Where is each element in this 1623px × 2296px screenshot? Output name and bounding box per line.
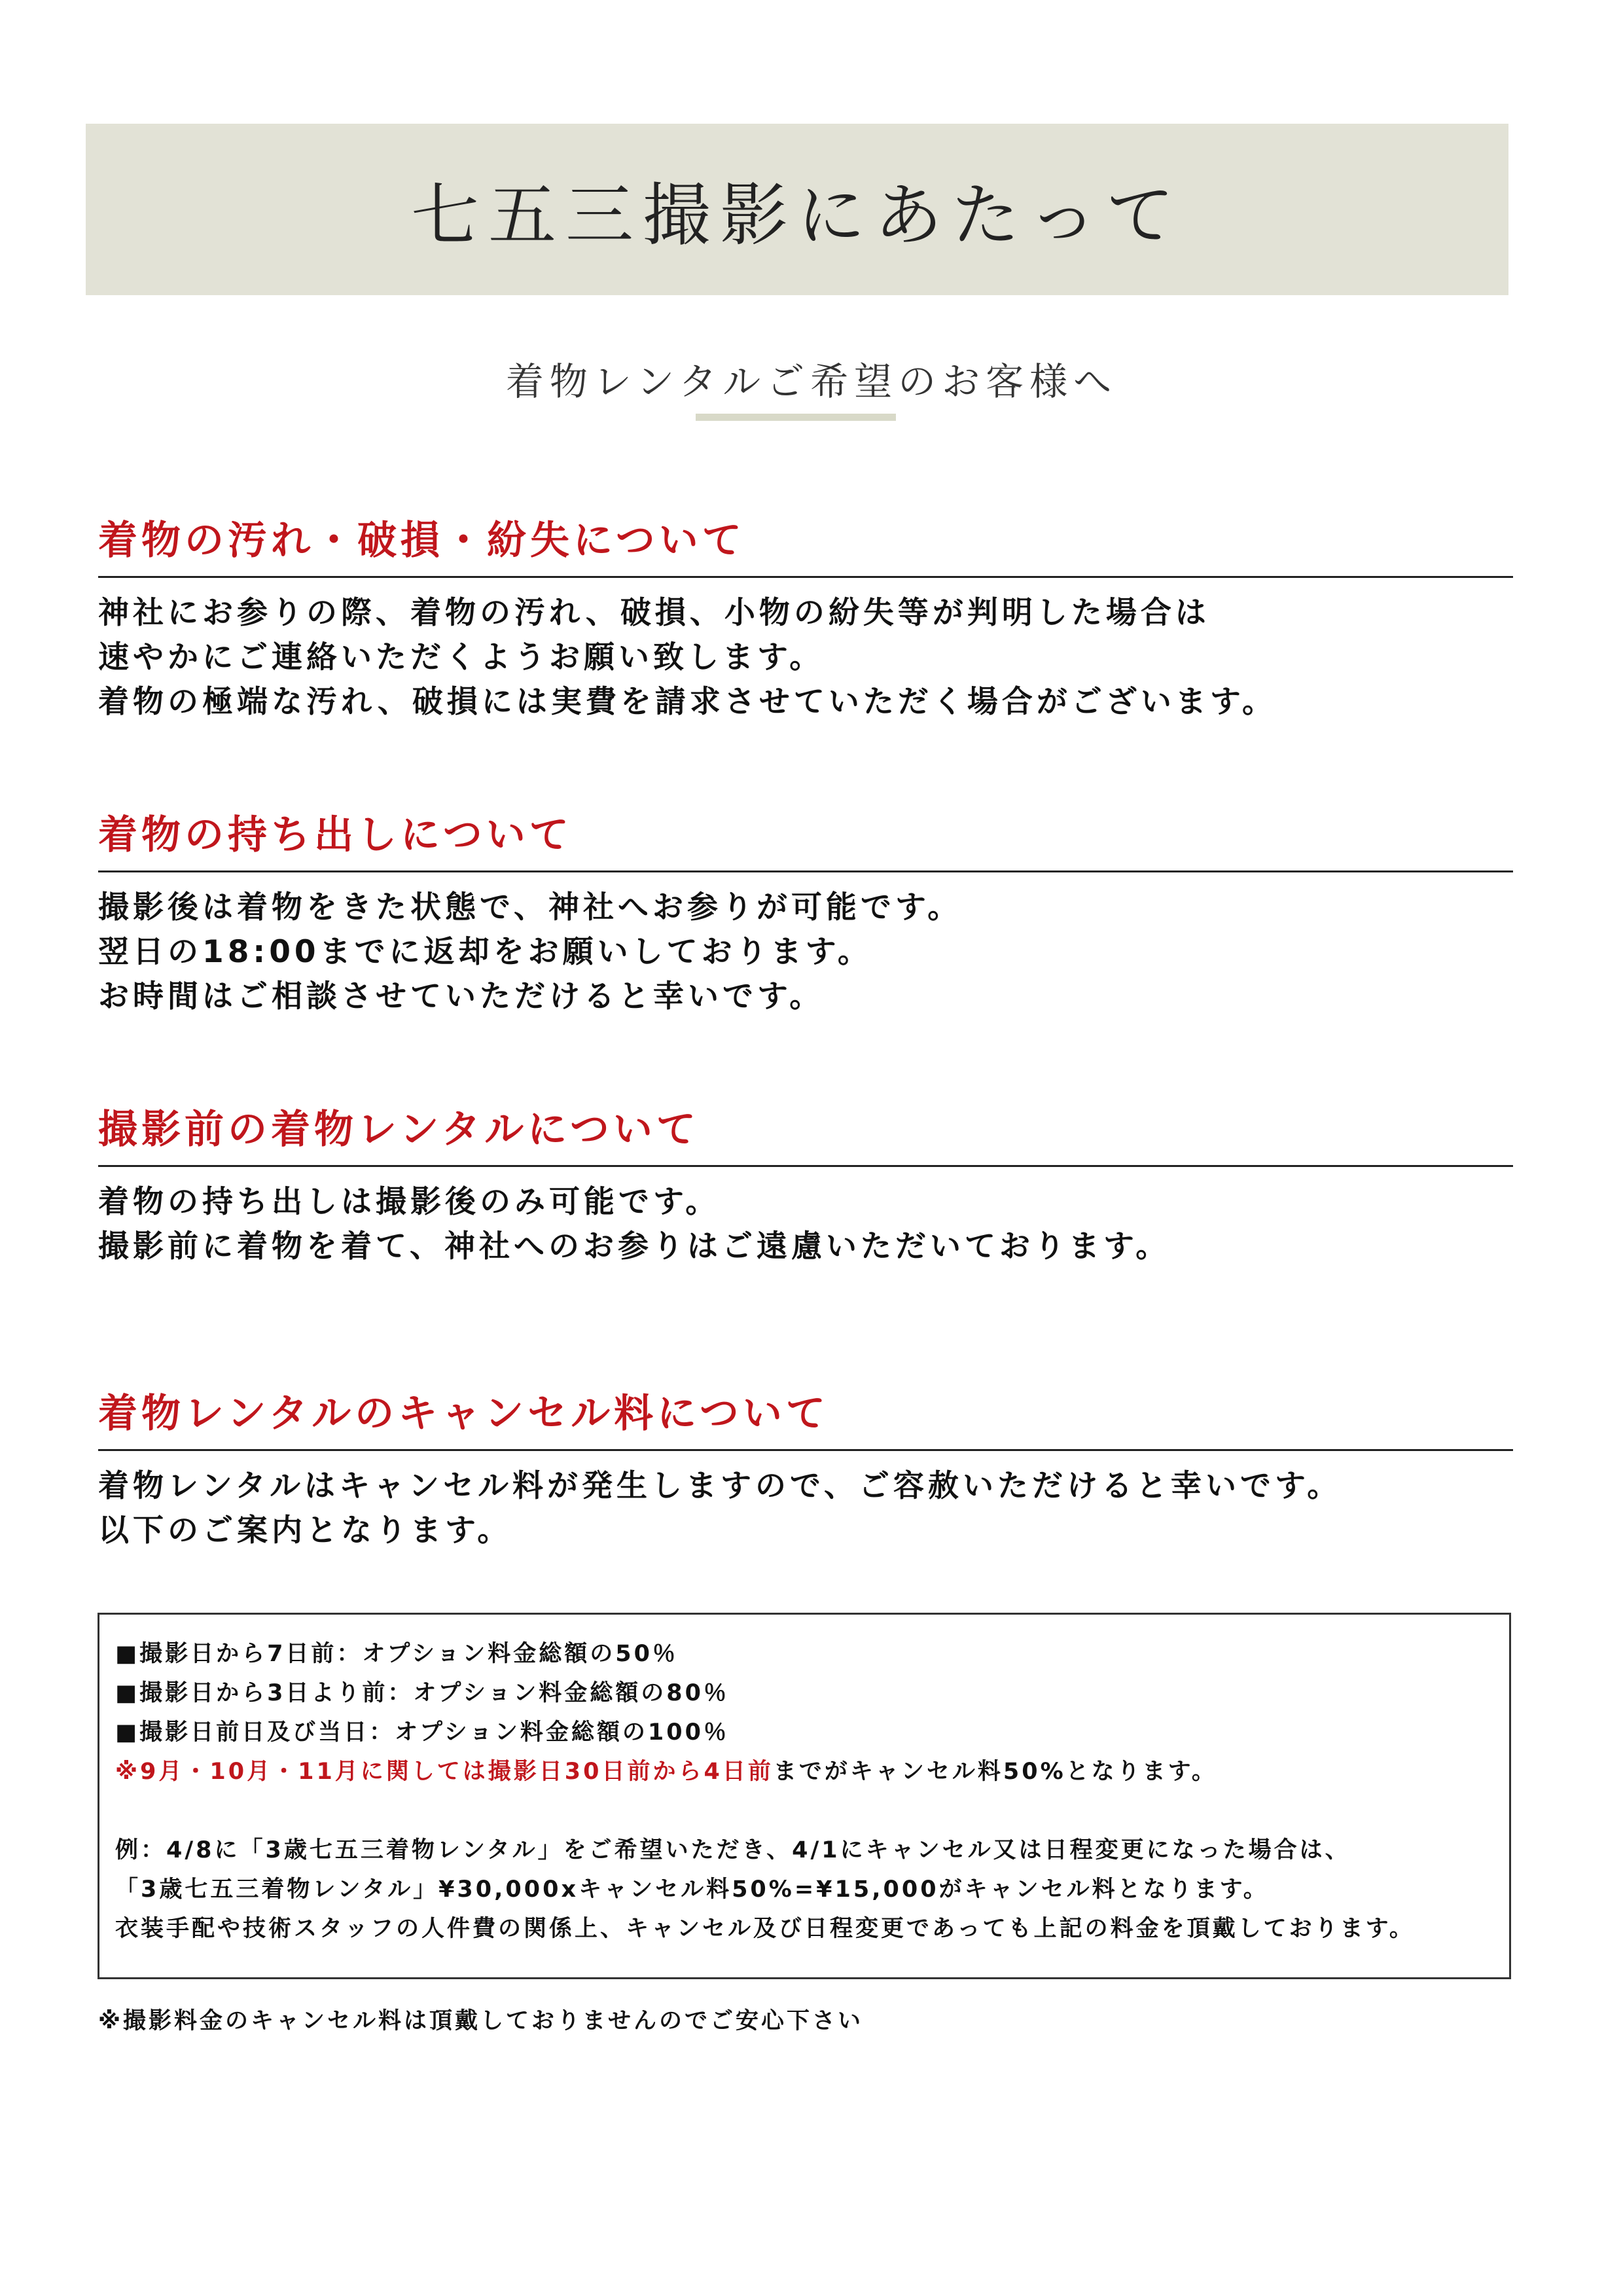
example-line: 衣装手配や技術スタッフの人件費の関係上、キャンセル及び日程変更であっても上記の料金を頂戴しております。 <box>115 1916 1415 1942</box>
section-heading: 着物の持ち出しについて <box>98 809 1513 872</box>
section-body <box>98 591 1513 725</box>
section-heading: 着物の汚れ・破損・紛失について <box>98 514 1513 578</box>
section-body <box>98 886 1513 1019</box>
cancel-rate-item: ■撮影日から7日前：オプション料金総額の50％ <box>115 1641 678 1667</box>
season-notice-highlight: ※9月・10月・11月に関しては撮影日30日前から4日前 <box>115 1759 774 1785</box>
body-line: 以下のご案内となります。 <box>98 1513 512 1549</box>
section-body <box>98 1464 1513 1553</box>
body-line: お時間はご相談させていただけると幸いです。 <box>98 978 825 1014</box>
section-taking-out <box>98 809 1513 1019</box>
section-pre-shoot-rental <box>98 1103 1513 1269</box>
body-line: 着物の極端な汚れ、破損には実費を請求させていただく場合がございます。 <box>98 684 1277 720</box>
body-line: 着物レンタルはキャンセル料が発生しますので、ご容赦いただけると幸いです。 <box>98 1468 1342 1504</box>
section-heading: 撮影前の着物レンタルについて <box>98 1103 1513 1167</box>
example-line: 「3歳七五三着物レンタル」¥30,000xキャンセル料50%=¥15,000がキャンセル料となります。 <box>115 1876 1269 1903</box>
season-notice <box>115 1752 1493 1791</box>
spacer <box>115 1791 1493 1831</box>
cancellation-details-box <box>98 1613 1511 1979</box>
section-body <box>98 1180 1513 1269</box>
cancel-rate-item: ■撮影日から3日より前：オプション料金総額の80％ <box>115 1680 729 1706</box>
body-line: 着物の持ち出しは撮影後のみ可能です。 <box>98 1184 721 1220</box>
body-line: 翌日の18:00までに返却をお願いしております。 <box>98 934 872 970</box>
body-line: 撮影前に着物を着て、神社へのお参りはご遠慮いただいております。 <box>98 1229 1171 1265</box>
subtitle-underline <box>696 414 896 421</box>
title-banner <box>86 124 1508 295</box>
footnote: ※撮影料金のキャンセル料は頂戴しておりませんのでご安心下さい <box>98 2008 864 2034</box>
cancel-rate-item: ■撮影日前日及び当日：オプション料金総額の100％ <box>115 1719 729 1746</box>
section-cancellation-fee <box>98 1388 1513 1553</box>
body-line: 速やかにご連絡いただくようお願い致します。 <box>98 639 825 675</box>
body-line: 神社にお参りの際、着物の汚れ、破損、小物の紛失等が判明した場合は <box>98 595 1210 631</box>
season-notice-rest: までがキャンセル料50%となります。 <box>773 1759 1217 1785</box>
section-stain-damage-loss <box>98 514 1513 725</box>
section-heading: 着物レンタルのキャンセル料について <box>98 1388 1513 1451</box>
example-line: 例：4/8に「3歳七五三着物レンタル」をご希望いただき、4/1にキャンセル又は日程変更になった場合は、 <box>115 1837 1351 1863</box>
page-subtitle: 着物レンタルご希望のお客様へ <box>505 359 1118 404</box>
body-line: 撮影後は着物をきた状態で、神社へお参りが可能です。 <box>98 889 963 925</box>
page-title: 七五三撮影にあたって <box>410 175 1183 255</box>
